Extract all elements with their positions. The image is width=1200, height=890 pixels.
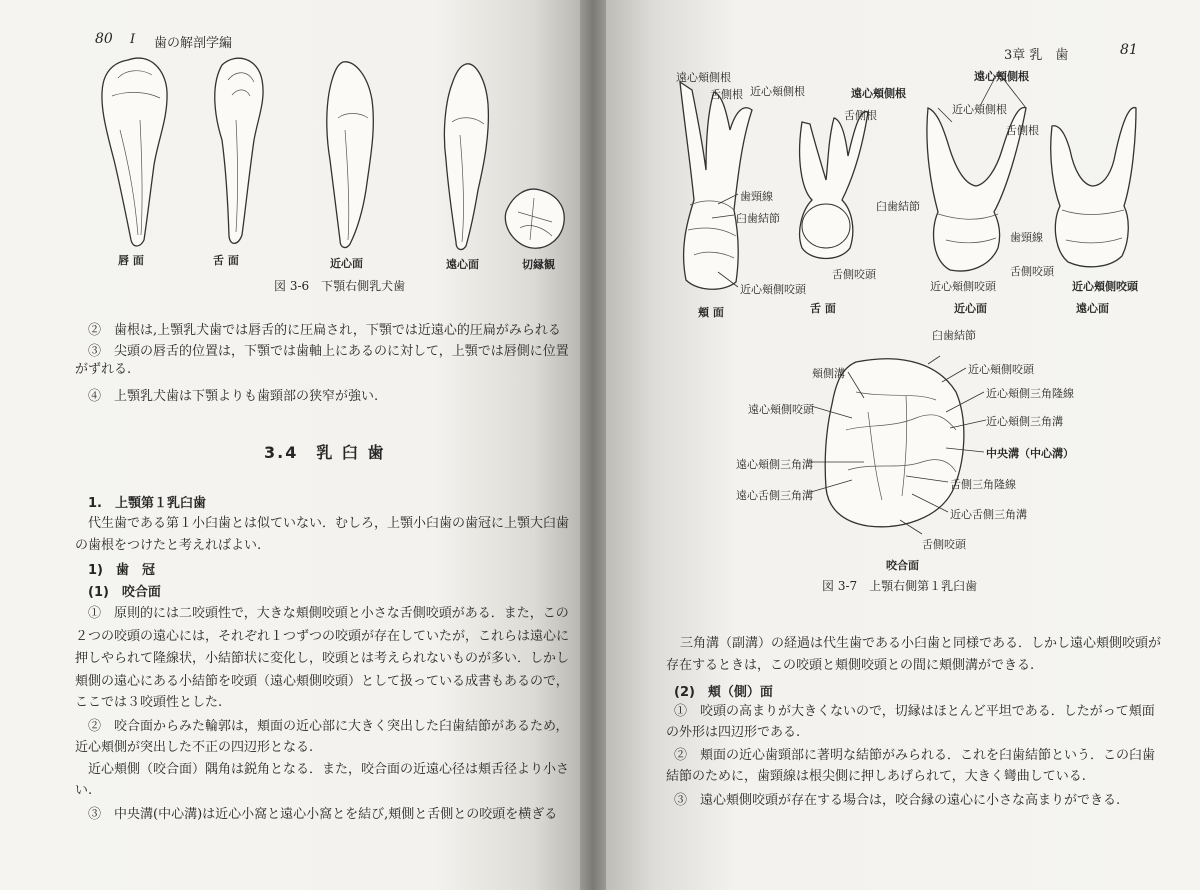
figure-3-6-drawing <box>0 0 580 270</box>
occ-label: 近心舌側三角溝 <box>950 508 1027 521</box>
running-header: 3章 乳 歯 <box>1004 48 1069 63</box>
view-label-lingual: 舌 面 <box>213 254 239 267</box>
figure-caption: 図 3-6 下顎右側乳犬歯 <box>274 279 406 293</box>
occ-label: 臼歯結節 <box>932 329 976 342</box>
paragraph: の外形は四辺形である. <box>666 725 801 740</box>
fig-label: 遠心頬側根 <box>676 71 731 84</box>
tooth-mesial <box>327 62 374 248</box>
occ-label: 遠心舌側三角溝 <box>736 489 813 502</box>
view-label-occlusal: 咬合面 <box>886 559 919 572</box>
tooth-labial <box>102 58 167 246</box>
fig-label: 遠心頬側根 <box>851 87 906 100</box>
page-number: 80 <box>95 31 113 47</box>
occ-label: 近心頬側三角溝 <box>986 415 1063 428</box>
view-label-mesial: 近心面 <box>330 257 363 270</box>
view-label-labial: 唇 面 <box>118 254 144 267</box>
paragraph: い. <box>75 783 93 798</box>
view-label-distal: 遠心面 <box>1076 302 1109 315</box>
paragraph: の歯根をつけたと考えればよい. <box>75 538 262 553</box>
view-label-buccal: 頬 面 <box>698 306 724 319</box>
paragraph: 三角溝（副溝）の経過は代生歯である小臼歯と同様である．しかし遠心頬側咬頭が <box>680 636 1162 651</box>
paragraph: ① 咬頭の高まりが大きくないので，切縁はほとんど平坦である．したがって頬面 <box>674 704 1155 719</box>
subsection-heading: (1) 咬合面 <box>88 585 161 600</box>
occ-label: 頬側溝 <box>812 367 845 380</box>
tooth-incisal <box>505 189 564 248</box>
subsection-heading: 1) 歯 冠 <box>88 563 155 578</box>
paragraph: 結節のために，歯頸線は根尖側に押しあげられて，大きく彎曲している. <box>666 769 1086 784</box>
subsection-heading: 1. 上顎第１乳臼歯 <box>88 496 206 511</box>
fig-label: 遠心頬側根 <box>974 70 1029 83</box>
running-header: 歯の解剖学編 <box>154 36 233 51</box>
left-page <box>0 0 580 890</box>
fig-label: 近心頬側咬頭 <box>1072 280 1138 293</box>
paragraph: 押しやられて隆線状，小結節状に変化し，咬頭とは考えられないものが多い．しかし <box>75 651 570 666</box>
page-number: 81 <box>1120 42 1138 58</box>
paragraph: 頬側の遠心にある小結節を咬頭（遠心頬側咬頭）として扱っている成書もあるので， <box>75 674 569 689</box>
occ-label: 遠心頬側三角溝 <box>736 458 813 471</box>
tooth-lingual <box>215 58 263 243</box>
section-heading: 3.4 乳 臼 歯 <box>264 443 386 462</box>
paragraph: ② 歯根は,上顎乳犬歯では唇舌的に圧扁され，下顎では近遠心的圧扁がみられる <box>88 323 561 338</box>
book-gutter <box>580 0 606 890</box>
view-label-lingual: 舌 面 <box>810 302 836 315</box>
paragraph: 存在するときは，この咬頭と頬側咬頭との間に頬側溝ができる. <box>666 658 1035 673</box>
fig-label: 歯頸線 <box>740 190 773 203</box>
occ-label: 舌側咬頭 <box>922 538 966 551</box>
tooth-distal-view <box>1051 108 1136 267</box>
right-page <box>606 0 1200 890</box>
fig-label: 舌側咬頭 <box>832 268 876 281</box>
fig-label: 臼歯結節 <box>876 200 920 213</box>
occ-label: 舌側三角隆線 <box>950 478 1016 491</box>
paragraph: ２つの咬頭の遠心には，それぞれ１つずつの咬頭が存在していたが，これらは遠心に <box>75 629 570 644</box>
paragraph: ③ 遠心頬側咬頭が存在する場合は，咬合縁の遠心に小さな高まりができる. <box>674 793 1121 808</box>
chapter-roman: I <box>130 32 136 47</box>
paragraph: ② 咬合面からみた輪郭は，頬面の近心部に大きく突出した臼歯結節があるため， <box>88 719 569 734</box>
occ-label: 近心頬側咬頭 <box>968 363 1034 376</box>
subsection-heading: (2) 頬（側）面 <box>674 685 773 700</box>
fig-label: 臼歯結節 <box>736 212 780 225</box>
fig-label: 近心頬側咬頭 <box>740 283 806 296</box>
fig-label: 近心頬側咬頭 <box>930 280 996 293</box>
fig-label: 舌側根 <box>844 109 877 122</box>
paragraph: がずれる. <box>75 362 132 377</box>
figure-caption: 図 3-7 上顎右側第１乳臼歯 <box>822 579 978 593</box>
view-label-mesial: 近心面 <box>954 302 987 315</box>
fig-label: 舌側咬頭 <box>1010 265 1054 278</box>
paragraph: ③ 尖頭の唇舌的位置は，下顎では歯軸上にあるのに対して，上顎では唇側に位置 <box>88 344 569 359</box>
paragraph: 近心頬側（咬合面）隅角は鋭角となる．また，咬合面の近遠心径は頬舌径より小さ <box>88 762 570 777</box>
tooth-occlusal-view <box>825 359 964 527</box>
view-label-distal: 遠心面 <box>446 258 479 271</box>
paragraph: ② 頬面の近心歯頸部に著明な結節がみられる．これを臼歯結節という．この臼歯 <box>674 748 1156 763</box>
occ-label: 遠心頬側咬頭 <box>748 403 814 416</box>
paragraph: ここでは３咬頭性とした. <box>75 695 223 710</box>
tooth-distal <box>444 64 488 250</box>
tooth-lingual-view <box>800 112 868 259</box>
view-label-incisal: 切縁観 <box>522 258 555 271</box>
paragraph: ③ 中央溝(中心溝)は近心小窩と遠心小窩とを結び,頬側と舌側との咬頭を横ぎる <box>88 807 558 822</box>
occ-label: 近心頬側三角隆線 <box>986 387 1074 400</box>
fig-label: 近心頬側根 <box>952 103 1007 116</box>
fig-label: 近心頬側根 <box>750 85 805 98</box>
occ-label: 中央溝（中心溝） <box>986 447 1074 460</box>
tooth-buccal-view <box>680 82 752 289</box>
paragraph: 代生歯である第１小臼歯とは似ていない．むしろ，上顎小臼歯の歯冠に上顎大臼歯 <box>88 516 570 531</box>
fig-label: 舌側根 <box>1006 124 1039 137</box>
fig-label: 歯頸線 <box>1010 231 1043 244</box>
paragraph: 近心頬側が突出した不正の四辺形となる. <box>75 740 314 755</box>
fig-label: 舌側根 <box>710 88 743 101</box>
paragraph: ① 原則的には二咬頭性で，大きな頬側咬頭と小さな舌側咬頭がある．また，この <box>88 606 569 621</box>
paragraph: ④ 上顎乳犬歯は下顎よりも歯頸部の狭窄が強い. <box>88 389 379 404</box>
